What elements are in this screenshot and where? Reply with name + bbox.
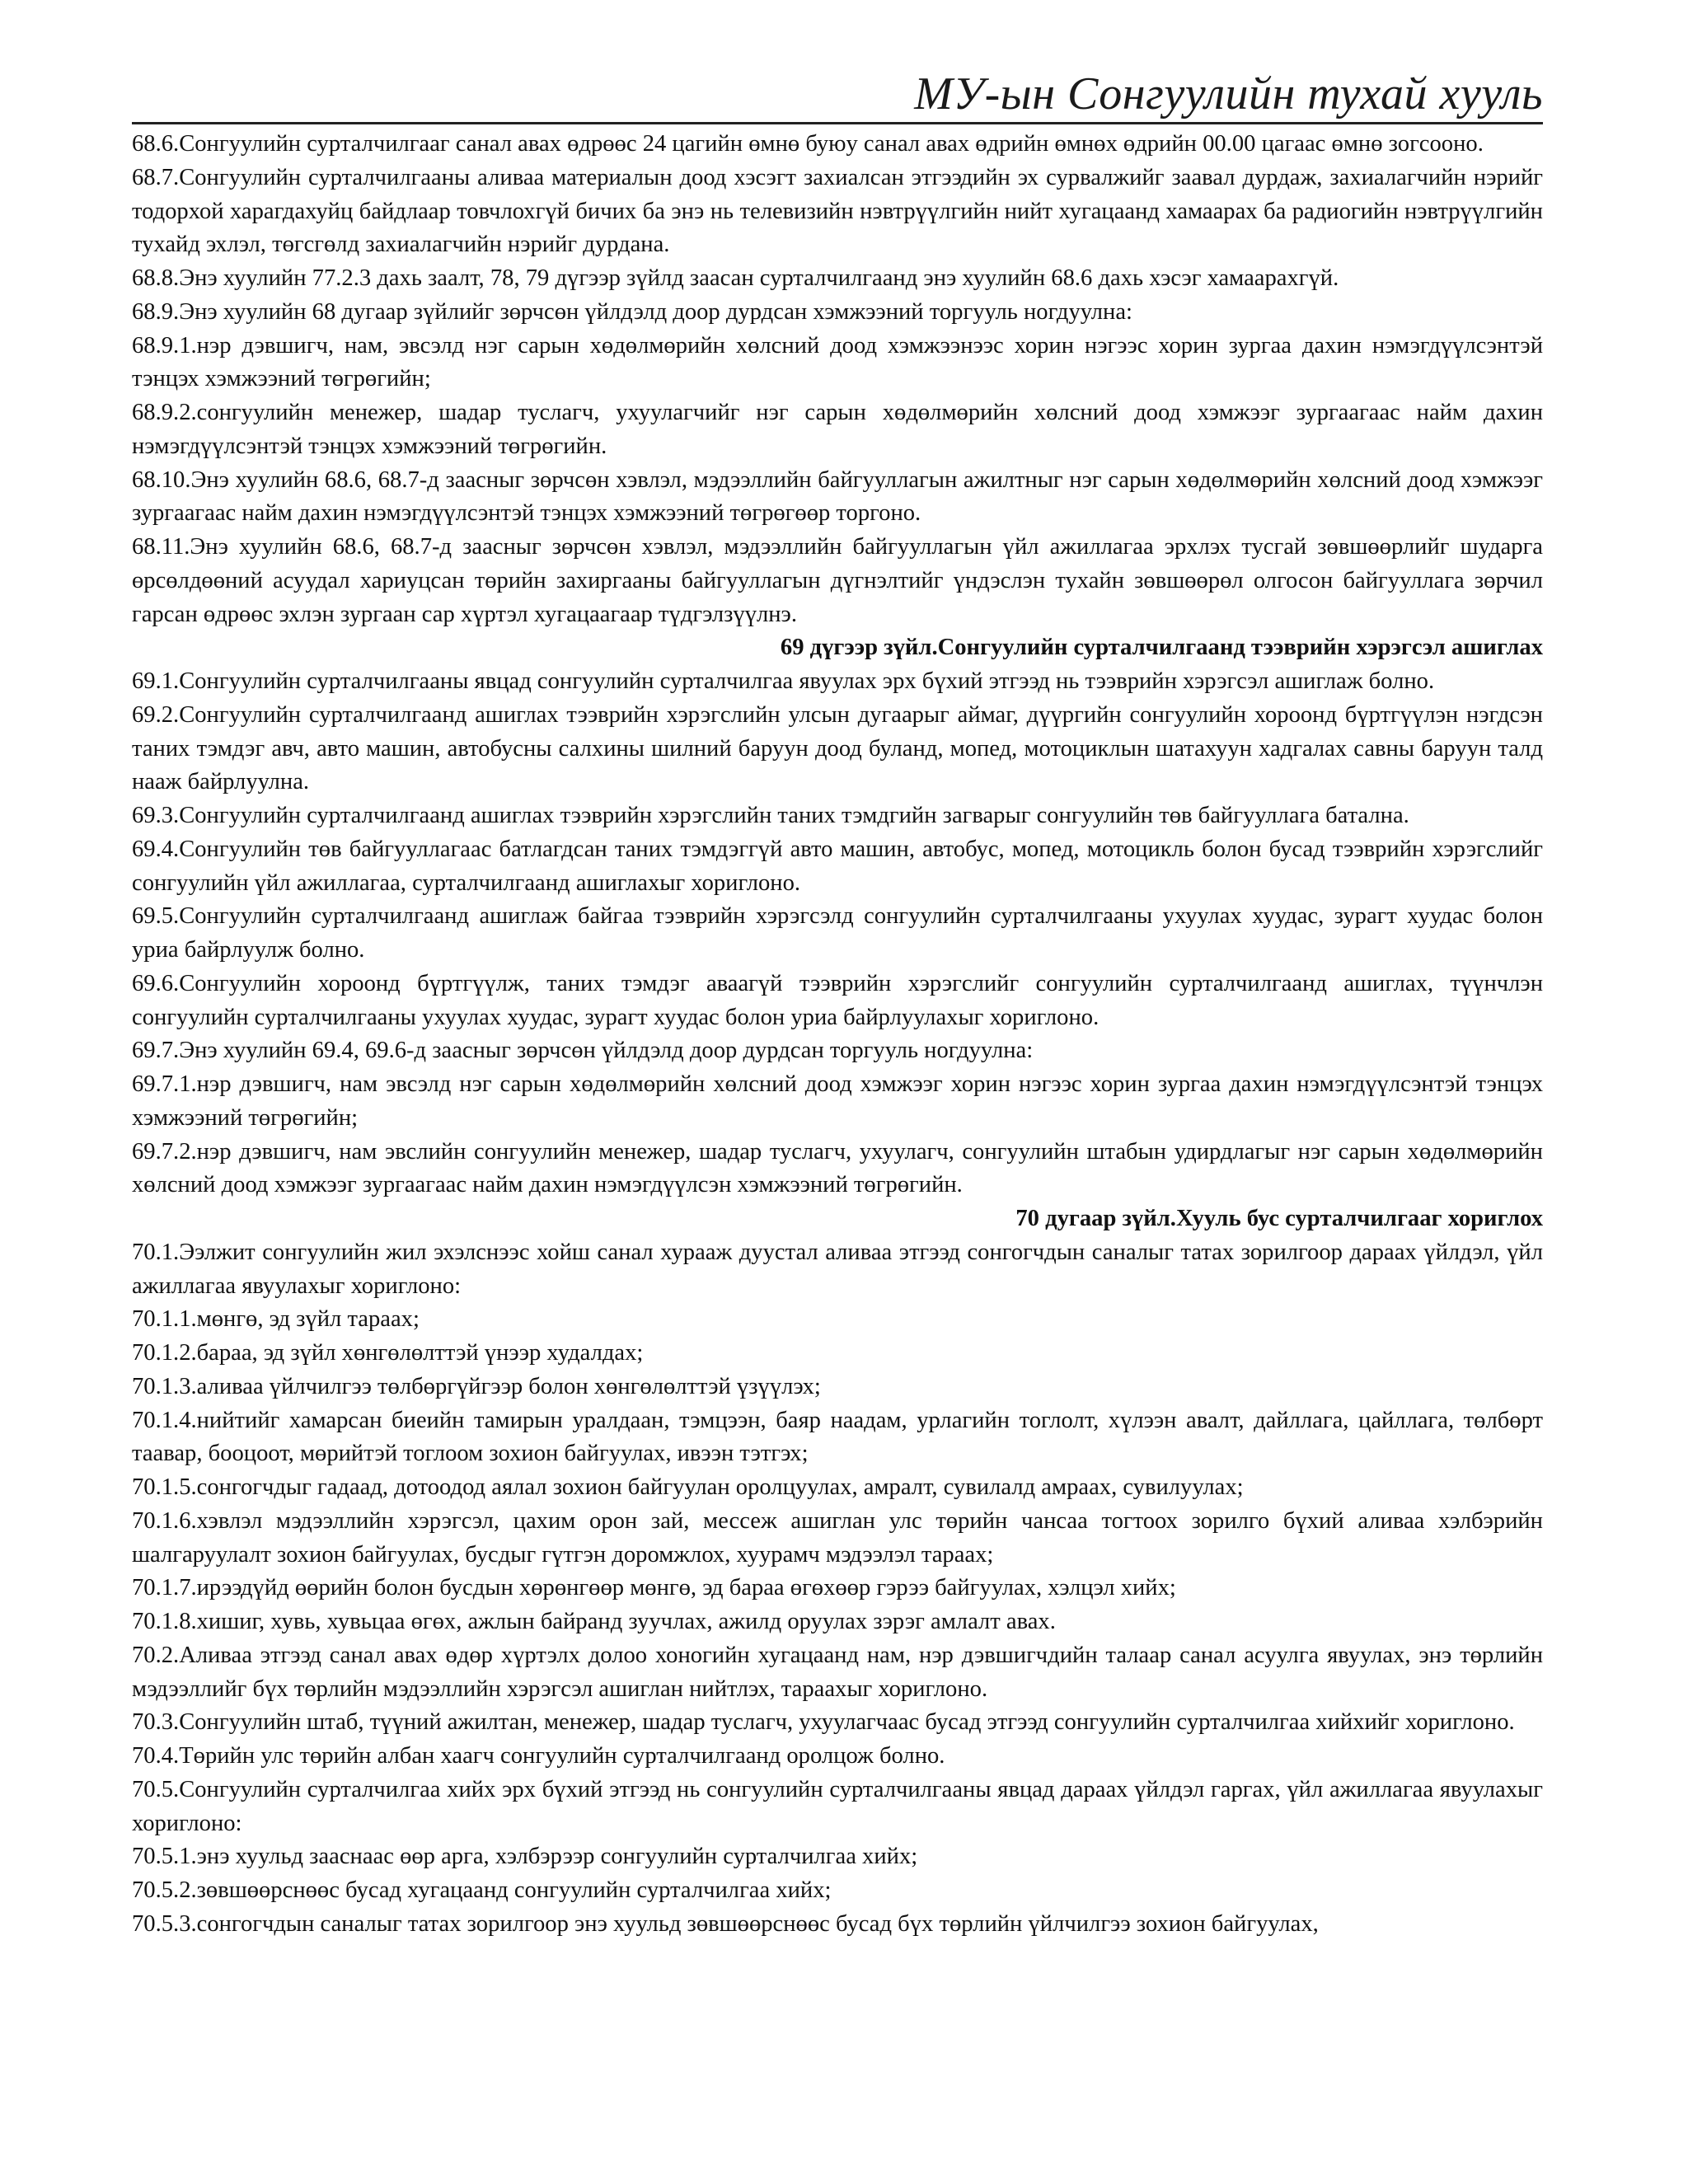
paragraph: 68.9.Энэ хуулийн 68 дугаар зүйлийг зөрчсөн үйлдэлд доор дурдсан хэмжээний торгууль ногдуулна: bbox=[132, 298, 1132, 325]
paragraph: 70.1.Ээлжит сонгуулийн жил эхэлснээс хойш санал хурааж дуустал аливаа этгээд сонгогчдын саналыг татах зорилгоор дараах үйлдэл, үйл ажиллагаа явуулахыг хориглоно: bbox=[132, 1239, 1543, 1299]
paragraph: 68.6.Сонгуулийн сурталчилгааг санал авах өдрөөс 24 цагийн өмнө буюу санал авах өдрийн өмнөх өдрийн 00.00 цагаас өмнө зогсооно. bbox=[132, 131, 1484, 157]
paragraph: 68.11.Энэ хуулийн 68.6, 68.7-д заасныг зөрчсөн хэвлэл, мэдээллийн байгууллагын үйл ажиллагаа эрхлэх тусгай зөвшөөрлийг шударга өрсөлдөөний асуудал хариуцсан төрийн захиргааны байгууллагын дүгнэлтийг үндэслэн тухайн зөвшөөрөл олгосон байгууллага зөрчил гарсан өдрөөс эхлэн зургаан сар хүртэл хугацаагаар түдгэлзүүлнэ. bbox=[132, 534, 1543, 627]
paragraph: 68.7.Сонгуулийн сурталчилгааны аливаа материалын доод хэсэгт захиалсан этгээдийн эх сурвалжийг заавал дурдаж, захиалагчийн нэрийг тодорхой харагдахуйц байдлаар товчлохгүй бичих ба энэ нь телевизийн нэвтрүүлгийн нийт хугацаанд хамаарах ба радиогийн нэвтрүүлгийн тухайд эхлэл, төгсгөлд захиалагчийн нэрийг дурдана. bbox=[132, 164, 1543, 258]
paragraph: 69.6.Сонгуулийн хороонд бүртгүүлж, таних тэмдэг аваагүй тээврийн хэрэгслийг сонгуулийн сурталчилгаанд ашиглах, түүнчлэн сонгуулийн сурталчилгааны ухуулах хуудас, зурагт хуудас болон уриа байрлуулахыг хориглоно. bbox=[132, 970, 1543, 1030]
document-page bbox=[132, 69, 1543, 1942]
document-body bbox=[132, 128, 1543, 1942]
article-heading: 69 дүгээр зүйл.Сонгуулийн сурталчилгаанд тээврийн хэрэгсэл ашиглах bbox=[780, 635, 1543, 661]
article-heading: 70 дугаар зүйл.Хууль бус сурталчилгааг хориглох bbox=[1015, 1206, 1543, 1231]
paragraph: 70.3.Сонгуулийн штаб, түүний ажилтан, менежер, шадар туслагч, ухуулагчаас бусад этгээд сонгуулийн сурталчилгаа хийхийг хориглоно. bbox=[132, 1709, 1515, 1736]
paragraph: 70.2.Аливаа этгээд санал авах өдөр хүртэлх долоо хоногийн хугацаанд нам, нэр дэвшигчдийн талаар санал асуулга явуулах, энэ төрлийн мэдээллийг бүх төрлийн мэдээллийн хэрэгсэл ашиглан нийтлэх, тараахыг хориглоно. bbox=[132, 1642, 1543, 1702]
paragraph: 70.5.2.зөвшөөрснөөс бусад хугацаанд сонгуулийн сурталчилгаа хийх; bbox=[132, 1877, 832, 1903]
paragraph: 70.1.6.хэвлэл мэдээллийн хэрэгсэл, цахим орон зай, мессеж ашиглан улс төрийн чансаа тогтоох зорилго бүхий аливаа хэлбэрийн шалгаруулалт зохион байгуулах, бусдыг гүтгэн доромжлох, хуурамч мэдээлэл тараах; bbox=[132, 1507, 1543, 1568]
running-header-title: МУ-ын Сонгуулийн тухай хууль bbox=[914, 68, 1543, 120]
paragraph: 68.9.1.нэр дэвшигч, нам, эвсэлд нэг сарын хөдөлмөрийн хөлсний доод хэмжээнээс хорин нэгээс хорин зургаа дахин нэмэгдүүлсэнтэй тэнцэх хэмжээний төгрөгийн; bbox=[132, 332, 1543, 392]
paragraph: 70.1.1.мөнгө, эд зүйл тараах; bbox=[132, 1306, 420, 1333]
paragraph: 69.1.Сонгуулийн сурталчилгааны явцад сонгуулийн сурталчилгаа явуулах эрх бүхий этгээд нь тээврийн хэрэгсэл ашиглаж болно. bbox=[132, 668, 1435, 694]
paragraph: 69.5.Сонгуулийн сурталчилгаанд ашиглаж байгаа тээврийн хэрэгсэлд сонгуулийн сурталчилгааны ухуулах хуудас, зурагт хуудас болон уриа байрлуулж болно. bbox=[132, 903, 1543, 963]
paragraph: 69.7.Энэ хуулийн 69.4, 69.6-д заасныг зөрчсөн үйлдэлд доор дурдсан торгууль ногдуулна: bbox=[132, 1038, 1034, 1064]
paragraph: 69.3.Сонгуулийн сурталчилгаанд ашиглах тээврийн хэрэгслийн таних тэмдгийн загварыг сонгуулийн төв байгууллага батална. bbox=[132, 803, 1409, 828]
paragraph: 68.10.Энэ хуулийн 68.6, 68.7-д заасныг зөрчсөн хэвлэл, мэдээллийн байгууллагын ажилтныг нэг сарын хөдөлмөрийн хөлсний доод хэмжээг зургаагаас найм дахин нэмэгдүүлсэнтэй тэнцэх хэмжээний төгрөгөөр торгоно. bbox=[132, 466, 1543, 527]
paragraph: 70.1.2.бараа, эд зүйл хөнгөлөлттэй үнээр худалдах; bbox=[132, 1340, 644, 1366]
paragraph: 69.2.Сонгуулийн сурталчилгаанд ашиглах тээврийн хэрэгслийн улсын дугаарыг аймаг, дүүргийн сонгуулийн хороонд бүртгүүлэн нэгдсэн таних тэмдэг авч, авто машин, автобусны салхины шилний баруун доод буланд, мопед, мотоциклын шатахуун хадгалах савны баруун талд нааж байрлуулна. bbox=[132, 701, 1543, 795]
paragraph: 70.5.3.сонгогчдын саналыг татах зорилгоор энэ хуульд зөвшөөрснөөс бусад бүх төрлийн үйлчилгээ зохион байгуулах, bbox=[132, 1910, 1319, 1937]
paragraph: 70.5.Сонгуулийн сурталчилгаа хийх эрх бүхий этгээд нь сонгуулийн сурталчилгааны явцад дараах үйлдэл гаргах, үйл ажиллагаа явуулахыг хориглоно: bbox=[132, 1776, 1543, 1836]
paragraph: 70.1.5.сонгогчдыг гадаад, дотоодод аялал зохион байгуулан оролцуулах, амралт, сувилалд амраах, сувилуулах; bbox=[132, 1474, 1244, 1500]
paragraph: 70.1.8.хишиг, хувь, хувьцаа өгөх, ажлын байранд зуучлах, ажилд оруулах зэрэг амлалт авах. bbox=[132, 1609, 1056, 1634]
paragraph: 70.5.1.энэ хуульд зааснаас өөр арга, хэлбэрээр сонгуулийн сурталчилгаа хийх; bbox=[132, 1844, 918, 1870]
paragraph: 68.8.Энэ хуулийн 77.2.3 дахь заалт, 78, 79 дүгээр зүйлд заасан сурталчилгаанд энэ хуулийн 68.6 дахь хэсэг хамаарахгүй. bbox=[132, 265, 1339, 291]
paragraph: 69.4.Сонгуулийн төв байгууллагаас батлагдсан таних тэмдэггүй авто машин, автобус, мопед, мотоцикль болон бусад тээврийн хэрэгслийг сонгуулийн үйл ажиллагаа, сурталчилгаанд ашиглахыг хориглоно. bbox=[132, 836, 1543, 896]
paragraph: 70.1.4.нийтийг хамарсан биеийн тамирын уралдаан, тэмцээн, баяр наадам, урлагийн тоглолт, хүлээн авалт, дайллага, цайллага, төлбөрт таавар, бооцоот, мөрийтэй тоглоом зохион байгуулах, ивээн тэтгэх; bbox=[132, 1407, 1543, 1467]
paragraph: 69.7.2.нэр дэвшигч, нам эвслийн сонгуулийн менежер, шадар туслагч, ухуулагч, сонгуулийн штабын удирдлагыг нэг сарын хөдөлмөрийн хөлсний доод хэмжээг зургаагаас найм дахин нэмэгдүүлсэн хэмжээний төгрөгийн. bbox=[132, 1138, 1543, 1198]
paragraph: 70.4.Төрийн улс төрийн албан хаагч сонгуулийн сурталчилгаанд оролцож болно. bbox=[132, 1743, 945, 1769]
paragraph: 70.1.7.ирээдүйд өөрийн болон бусдын хөрөнгөөр мөнгө, эд бараа өгөхөөр гэрээ байгуулах, хэлцэл хийх; bbox=[132, 1575, 1176, 1601]
paragraph: 70.1.3.аливаа үйлчилгээ төлбөргүйгээр болон хөнгөлөлттэй үзүүлэх; bbox=[132, 1373, 821, 1399]
paragraph: 68.9.2.сонгуулийн менежер, шадар туслагч, ухуулагчийг нэг сарын хөдөлмөрийн хөлсний доод хэмжээг зургаагаас найм дахин нэмэгдүүлсэнтэй тэнцэх хэмжээний төгрөгийн. bbox=[132, 400, 1543, 459]
paragraph: 69.7.1.нэр дэвшигч, нам эвсэлд нэг сарын хөдөлмөрийн хөлсний доод хэмжээг хорин нэгээс хорин зургаа дахин нэмэгдүүлсэнтэй тэнцэх хэмжээний төгрөгийн; bbox=[132, 1071, 1543, 1131]
header-rule bbox=[132, 122, 1543, 124]
